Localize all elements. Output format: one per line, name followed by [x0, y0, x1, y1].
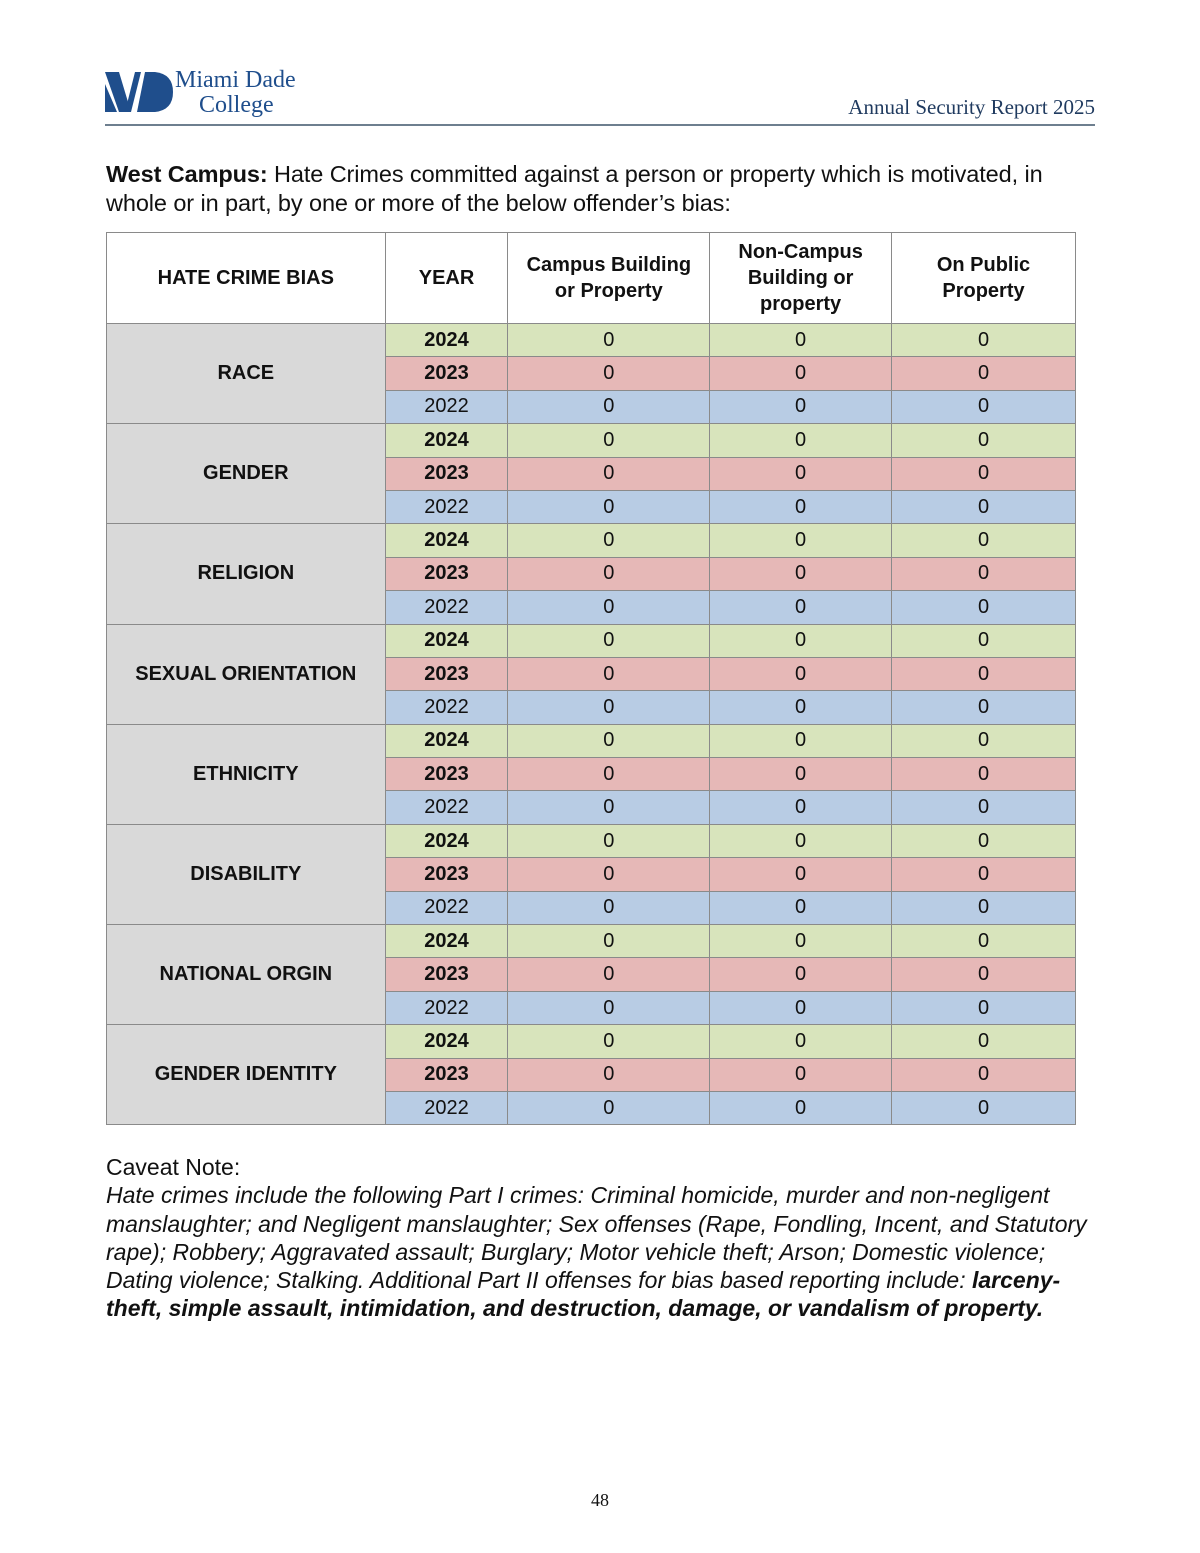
count-cell: 0: [508, 624, 710, 657]
year-cell: 2022: [385, 1091, 508, 1124]
year-cell: 2024: [385, 324, 508, 357]
intro-text: Hate Crimes committed against a person or property which is motivated, in whole or in part, by one or more of the below offender’s bias:: [106, 161, 1043, 216]
year-cell: 2023: [385, 357, 508, 390]
count-cell: 0: [508, 758, 710, 791]
count-cell: 0: [892, 891, 1076, 924]
campus-label: West Campus:: [106, 161, 268, 187]
caveat-note: [106, 1153, 1101, 1323]
count-cell: 0: [508, 925, 710, 958]
col-header-year: YEAR: [385, 233, 508, 324]
count-cell: 0: [710, 1091, 892, 1124]
bias-category: RACE: [107, 324, 386, 424]
count-cell: 0: [710, 1025, 892, 1058]
bias-category: SEXUAL ORIENTATION: [107, 624, 386, 724]
count-cell: 0: [710, 724, 892, 757]
col-header-bias: HATE CRIME BIAS: [107, 233, 386, 324]
count-cell: 0: [508, 1091, 710, 1124]
count-cell: 0: [710, 824, 892, 857]
count-cell: 0: [508, 991, 710, 1024]
count-cell: 0: [508, 1058, 710, 1091]
count-cell: 0: [710, 891, 892, 924]
year-cell: 2023: [385, 758, 508, 791]
table-row: [107, 925, 1076, 958]
count-cell: 0: [892, 390, 1076, 423]
count-cell: 0: [710, 324, 892, 357]
bias-category: NATIONAL ORGIN: [107, 925, 386, 1025]
count-cell: 0: [710, 624, 892, 657]
year-cell: 2024: [385, 824, 508, 857]
bias-category: GENDER IDENTITY: [107, 1025, 386, 1125]
count-cell: 0: [508, 657, 710, 690]
year-cell: 2023: [385, 1058, 508, 1091]
year-cell: 2024: [385, 925, 508, 958]
header-divider: [105, 124, 1095, 126]
count-cell: 0: [710, 1058, 892, 1091]
count-cell: 0: [710, 457, 892, 490]
count-cell: 0: [508, 490, 710, 523]
caveat-body: Hate crimes include the following Part I crimes: Criminal homicide, murder and non-negligent manslaughter; and Negligent manslaughter; Sex offenses (Rape, Fondling, Incent, and Statutory rape); Robbery; Aggravated assault; Burglary; Motor vehicle theft; Arson; Domestic violence; Dating violence; Stalking. Additional Part II offenses for bias based reporting include:: [106, 1182, 1087, 1294]
count-cell: 0: [892, 858, 1076, 891]
caveat-label: Caveat Note:: [106, 1154, 241, 1180]
intro-paragraph: [106, 160, 1101, 218]
year-cell: 2023: [385, 657, 508, 690]
count-cell: 0: [508, 891, 710, 924]
count-cell: 0: [892, 791, 1076, 824]
count-cell: 0: [508, 958, 710, 991]
year-cell: 2024: [385, 624, 508, 657]
count-cell: 0: [508, 591, 710, 624]
count-cell: 0: [710, 691, 892, 724]
count-cell: 0: [892, 691, 1076, 724]
report-title: Annual Security Report 2025: [848, 95, 1095, 119]
count-cell: 0: [508, 724, 710, 757]
count-cell: 0: [710, 925, 892, 958]
count-cell: 0: [710, 557, 892, 590]
bias-category: GENDER: [107, 424, 386, 524]
count-cell: 0: [892, 591, 1076, 624]
count-cell: 0: [892, 657, 1076, 690]
table-header-row: [107, 233, 1076, 324]
year-cell: 2022: [385, 791, 508, 824]
col-header-campus: Campus Building or Property: [508, 233, 710, 324]
count-cell: 0: [892, 624, 1076, 657]
count-cell: 0: [892, 958, 1076, 991]
count-cell: 0: [710, 758, 892, 791]
col-header-public: On Public Property: [892, 233, 1076, 324]
year-cell: 2023: [385, 958, 508, 991]
count-cell: 0: [710, 991, 892, 1024]
count-cell: 0: [710, 424, 892, 457]
table-row: [107, 1025, 1076, 1058]
count-cell: 0: [508, 457, 710, 490]
count-cell: 0: [892, 457, 1076, 490]
count-cell: 0: [710, 524, 892, 557]
count-cell: 0: [710, 591, 892, 624]
year-cell: 2024: [385, 424, 508, 457]
year-cell: 2024: [385, 1025, 508, 1058]
count-cell: 0: [508, 858, 710, 891]
count-cell: 0: [710, 657, 892, 690]
count-cell: 0: [508, 557, 710, 590]
count-cell: 0: [892, 925, 1076, 958]
count-cell: 0: [710, 357, 892, 390]
count-cell: 0: [892, 524, 1076, 557]
bias-category: DISABILITY: [107, 824, 386, 924]
count-cell: 0: [892, 1058, 1076, 1091]
count-cell: 0: [508, 524, 710, 557]
count-cell: 0: [508, 390, 710, 423]
count-cell: 0: [892, 991, 1076, 1024]
count-cell: 0: [710, 858, 892, 891]
count-cell: 0: [710, 490, 892, 523]
year-cell: 2022: [385, 691, 508, 724]
year-cell: 2023: [385, 457, 508, 490]
table-row: [107, 824, 1076, 857]
bias-category: RELIGION: [107, 524, 386, 624]
count-cell: 0: [892, 557, 1076, 590]
count-cell: 0: [508, 791, 710, 824]
table-row: [107, 324, 1076, 357]
count-cell: 0: [892, 490, 1076, 523]
year-cell: 2023: [385, 557, 508, 590]
year-cell: 2024: [385, 724, 508, 757]
count-cell: 0: [892, 357, 1076, 390]
table-row: [107, 424, 1076, 457]
year-cell: 2024: [385, 524, 508, 557]
table-row: [107, 624, 1076, 657]
year-cell: 2023: [385, 858, 508, 891]
count-cell: 0: [508, 824, 710, 857]
logo-line-2: College: [199, 92, 274, 118]
table-row: [107, 524, 1076, 557]
count-cell: 0: [710, 390, 892, 423]
logo-line-1: Miami Dade: [175, 67, 296, 93]
col-header-noncampus: Non-Campus Building or property: [710, 233, 892, 324]
count-cell: 0: [710, 958, 892, 991]
count-cell: 0: [892, 724, 1076, 757]
count-cell: 0: [892, 1091, 1076, 1124]
bias-category: ETHNICITY: [107, 724, 386, 824]
page-header: [105, 68, 1095, 128]
count-cell: 0: [710, 791, 892, 824]
page-number: 48: [591, 1490, 609, 1510]
count-cell: 0: [508, 357, 710, 390]
count-cell: 0: [892, 1025, 1076, 1058]
count-cell: 0: [508, 1025, 710, 1058]
count-cell: 0: [892, 824, 1076, 857]
hate-crime-table: [106, 232, 1076, 1125]
count-cell: 0: [892, 424, 1076, 457]
logo-wordmark: [175, 68, 296, 118]
mdc-logo-icon: [105, 70, 175, 114]
table-row: [107, 724, 1076, 757]
year-cell: 2022: [385, 591, 508, 624]
year-cell: 2022: [385, 891, 508, 924]
year-cell: 2022: [385, 991, 508, 1024]
count-cell: 0: [508, 424, 710, 457]
count-cell: 0: [892, 324, 1076, 357]
count-cell: 0: [508, 324, 710, 357]
year-cell: 2022: [385, 390, 508, 423]
year-cell: 2022: [385, 490, 508, 523]
caveat-emphasis: larceny-theft, simple assault, intimidation, and destruction, damage, or vandalism of property.: [106, 1267, 1061, 1322]
count-cell: 0: [892, 758, 1076, 791]
count-cell: 0: [508, 691, 710, 724]
